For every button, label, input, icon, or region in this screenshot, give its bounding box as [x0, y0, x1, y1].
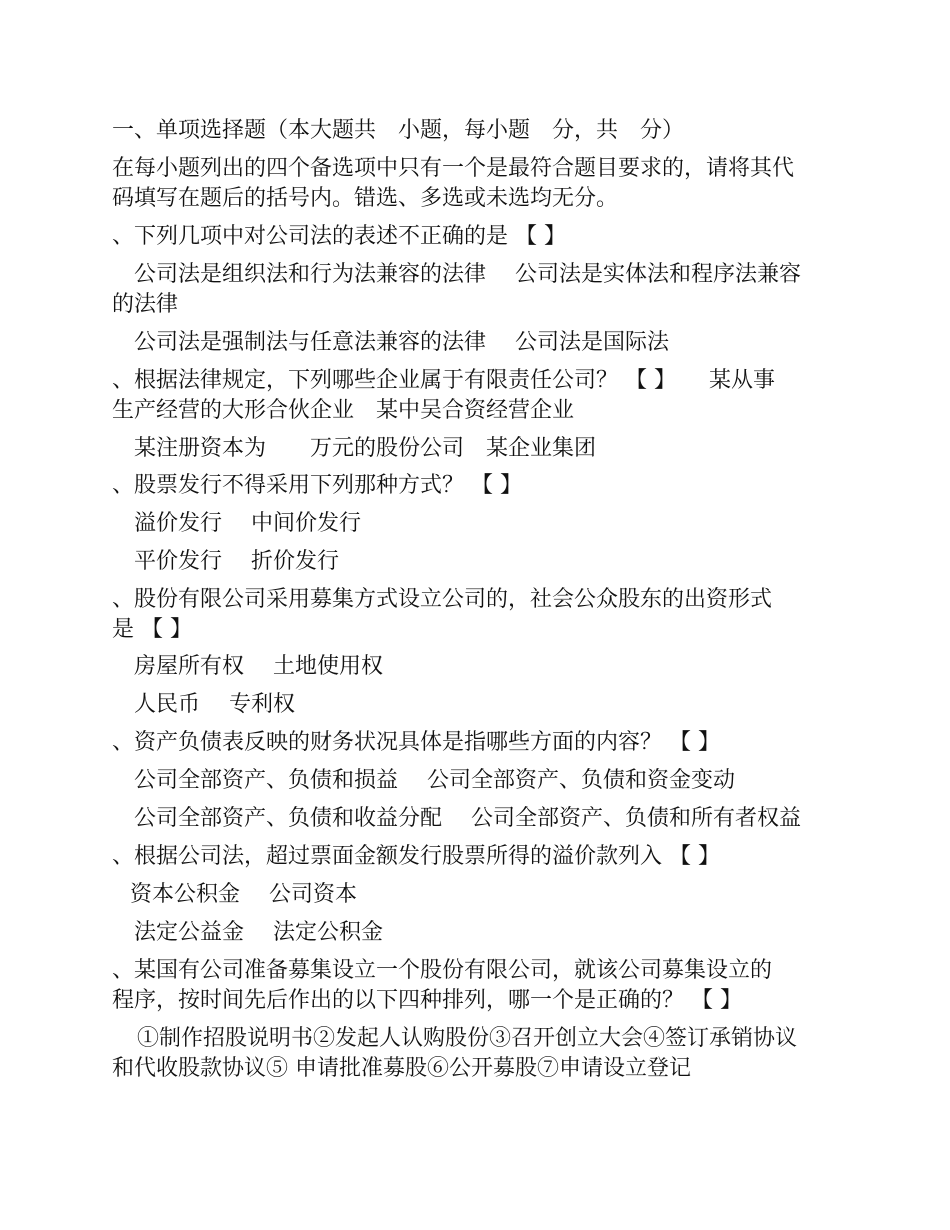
- question-5-options-line-1: 公司全部资产、负债和损益 公司全部资产、负债和资金变动: [134, 768, 735, 793]
- question-6-options-line-2: 法定公益金 法定公积金: [134, 920, 383, 945]
- question-7-stem: 、某国有公司准备募集设立一个股份有限公司，就该公司募集设立的: [112, 958, 773, 983]
- section-heading: 一、单项选择题（本大题共 小题，每小题 分，共 分）: [112, 118, 685, 143]
- question-2-stem: 、根据法律规定，下列哪些企业属于有限责任公司？ 【 】 某从事: [112, 368, 775, 393]
- question-1-options-line-1: 公司法是组织法和行为法兼容的法律 公司法是实体法和程序法兼容: [134, 262, 801, 287]
- question-5-options-line-2: 公司全部资产、负债和收益分配 公司全部资产、负债和所有者权益: [134, 806, 801, 831]
- instructions-line-1: 在每小题列出的四个备选项中只有一个是最符合题目要求的，请将其代: [112, 156, 795, 181]
- question-7-options-line-1: ①制作招股说明书②发起人认购股份③召开创立大会④签订承销协议: [137, 1026, 798, 1051]
- question-3-options-line-1: 溢价发行 中间价发行: [134, 511, 361, 536]
- instructions-line-2: 码填写在题后的括号内。错选、多选或未选均无分。: [112, 186, 619, 211]
- question-2-options-line-2: 某注册资本为 万元的股份公司 某企业集团: [134, 436, 597, 461]
- question-6-stem: 、根据公司法，超过票面金额发行股票所得的溢价款列入 【 】: [112, 844, 720, 869]
- question-3-options-line-2: 平价发行 折价发行: [134, 549, 339, 574]
- question-4-stem: 、股份有限公司采用募集方式设立公司的，社会公众股东的出资形式: [112, 587, 773, 612]
- question-1-options-line-2: 的法律: [112, 292, 179, 317]
- question-3-stem: 、股票发行不得采用下列那种方式？ 【 】: [112, 473, 522, 498]
- question-4-options-line-1: 房屋所有权 土地使用权: [134, 654, 383, 679]
- question-4-options-line-2: 人民币 专利权: [134, 692, 295, 717]
- question-1-stem: 、下列几项中对公司法的表述不正确的是 【 】: [112, 224, 566, 249]
- question-6-options-line-1: 资本公积金 公司资本: [130, 882, 357, 907]
- question-2-options-line-1: 生产经营的大形合伙企业 某中吴合资经营企业: [112, 398, 575, 423]
- question-7-stem-continued: 程序，按时间先后作出的以下四种排列，哪一个是正确的？ 【 】: [112, 988, 742, 1013]
- question-5-stem: 、资产负债表反映的财务状况具体是指哪些方面的内容？ 【 】: [112, 730, 720, 755]
- question-7-options-line-2: 和代收股款协议⑤ 申请批准募股⑥公开募股⑦申请设立登记: [112, 1056, 691, 1081]
- question-1-options-line-3: 公司法是强制法与任意法兼容的法律 公司法是国际法: [134, 330, 669, 355]
- question-4-stem-continued: 是 【 】: [112, 617, 192, 642]
